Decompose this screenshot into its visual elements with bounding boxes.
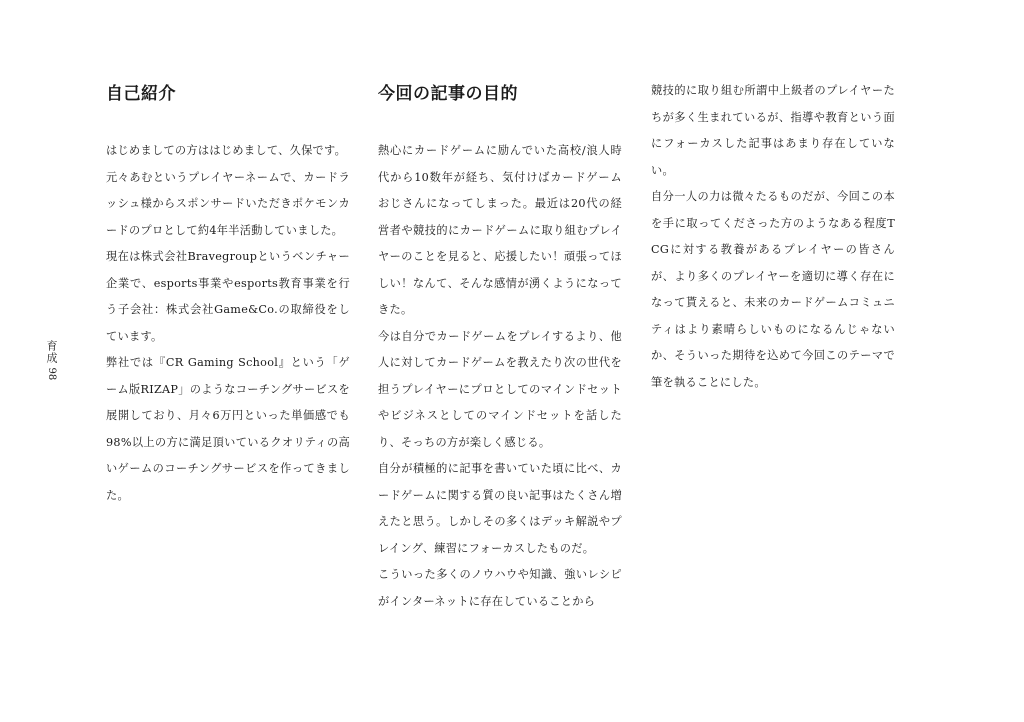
paragraph: 自分が積極的に記事を書いていた頃に比べ、カードゲームに関する質の良い記事はたくさん増えたと思う。しかしその多くはデッキ解説やプレイング、練習にフォーカスしたものだ。 <box>378 462 622 555</box>
column-article-purpose <box>378 80 622 615</box>
paragraph: 熱心にカードゲームに励んでいた高校/浪人時代から10数年が経ち、気付けばカードゲームおじさんになってしまった。最近は20代の経営者や競技的にカードゲームに取り組むプレイヤーのことを見ると、応援したい！頑張ってほしい！なんて、そんな感情が湧くようになってきた。 <box>378 144 622 316</box>
page-number: 98 <box>46 367 57 381</box>
column-continuation <box>651 80 895 396</box>
heading-article-purpose: 今回の記事の目的 <box>378 84 518 104</box>
paragraph: 現在は株式会社Bravegroupというベンチャー企業で、esports事業やesports教育事業を行う子会社：株式会社Game&Co.の取締役をしています。 <box>106 250 350 343</box>
column-self-introduction <box>106 80 350 509</box>
section-name: 育成 <box>45 340 58 364</box>
heading-self-introduction: 自己紹介 <box>106 84 176 104</box>
paragraph: 今は自分でカードゲームをプレイするより、他人に対してカードゲームを教えたり次の世代を担うプレイヤーにプロとしてのマインドセットやビジネスとしてのマインドセットを話したり、そっちの方が楽しく感じる。 <box>378 329 622 449</box>
paragraph: 弊社では『CR Gaming School』という「ゲーム版RIZAP」のようなコーチングサービスを展開しており、月々6万円といった単価感でも98%以上の方に満足頂いているクオリティの高いゲームのコーチングサービスを作ってきました。 <box>106 356 350 502</box>
paragraph: はじめましての方ははじめまして、久保です。 <box>106 144 347 157</box>
paragraph: 競技的に取り組む所謂中上級者のプレイヤーたちが多く生まれているが、指導や教育という面にフォーカスした記事はあまり存在していない。 <box>651 84 895 177</box>
running-header <box>22 340 58 390</box>
paragraph: こういった多くのノウハウや知識、強いレシピがインターネットに存在していることから <box>378 568 622 608</box>
paragraph: 元々あむというプレイヤーネームで、カードラッシュ様からスポンサードいただきポケモンカードのプロとして約4年半活動していました。 <box>106 170 350 237</box>
paragraph: 自分一人の力は微々たるものだが、今回この本を手に取ってくださった方のようなある程度TCGに対する教養があるプレイヤーの皆さんが、より多くのプレイヤーを適切に導く存在になって貰えると、未来のカードゲームコミュニティはより素晴らしいものになるんじゃないか、そういった期待を込めて今回このテーマで筆を執ることにした。 <box>651 190 895 389</box>
